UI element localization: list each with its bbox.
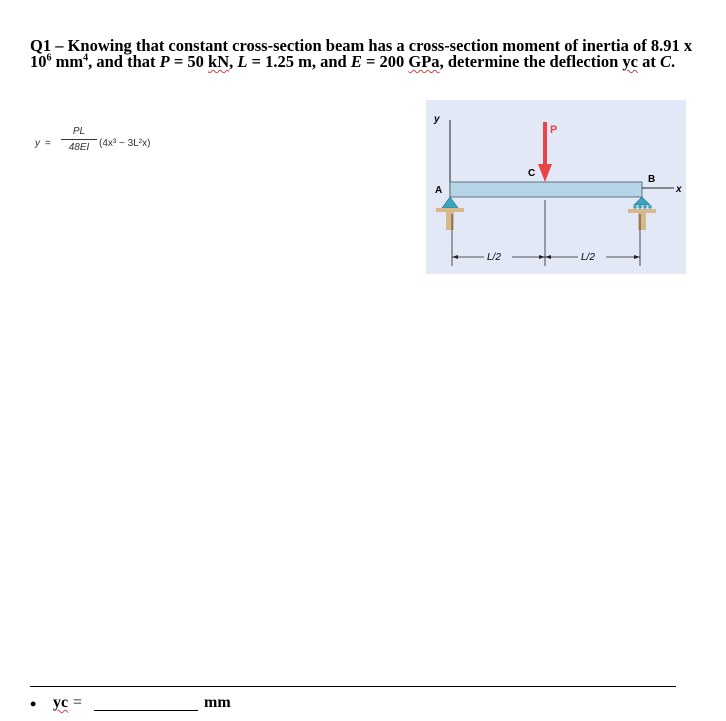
roller-4 <box>648 205 652 209</box>
dim-label-left: L/2 <box>487 252 501 263</box>
var-p: P <box>159 52 170 71</box>
answer-label: yc <box>53 694 69 711</box>
question-text <box>30 38 710 70</box>
question-intro: Q1 – Knowing that constant cross-section beam has a cross-section moment of inertia of 8.91 x 10 <box>30 36 693 71</box>
ground-a-post <box>446 212 454 230</box>
p-unit: kN <box>208 52 230 71</box>
question-end: . <box>670 52 676 71</box>
point-b-label: B <box>648 174 656 185</box>
ground-b-post <box>638 213 646 230</box>
point-c-label: C <box>528 168 536 179</box>
roller-1 <box>633 205 637 209</box>
formula-fraction <box>61 126 97 153</box>
formula-polynomial: (4x³ − 3L²x) <box>99 138 151 149</box>
exponent-six: 6 <box>46 52 52 64</box>
question-joiner: , and that <box>88 52 160 71</box>
answer-unit: mm <box>204 694 231 711</box>
beam <box>450 182 642 197</box>
beam-figure <box>426 100 686 274</box>
load-arrow-shaft <box>543 122 547 166</box>
ground-a <box>436 208 464 212</box>
formula-numerator: PL <box>72 126 86 137</box>
dim-label-right: L/2 <box>581 252 595 263</box>
exponent-four: 4 <box>83 52 89 64</box>
var-l: L <box>237 52 248 71</box>
fraction-bar <box>61 139 97 140</box>
y-axis-label: y <box>434 114 440 125</box>
var-e: E <box>350 52 362 71</box>
e-unit: GPa <box>408 52 440 71</box>
answer-bullet: • <box>30 694 37 714</box>
answer-equals: = <box>73 694 83 711</box>
var-yc: yc <box>622 52 638 71</box>
e-value: = 200 <box>361 52 409 71</box>
formula-denominator: 48EI <box>68 142 90 153</box>
question-at: at <box>637 52 660 71</box>
var-c: C <box>659 52 671 71</box>
l-value: = 1.25 m, and <box>247 52 351 71</box>
load-label: P <box>550 124 558 136</box>
ground-b <box>628 209 656 213</box>
answer-divider <box>30 686 676 687</box>
separator: , <box>229 52 238 71</box>
point-a-label: A <box>435 185 443 196</box>
roller-3 <box>643 205 647 209</box>
formula-y: y <box>35 138 40 149</box>
roller-2 <box>638 205 642 209</box>
answer-blank[interactable] <box>94 710 198 711</box>
p-value: = 50 <box>169 52 209 71</box>
question-ask: , determine the deflection <box>439 52 623 71</box>
unit-mm: mm <box>51 52 84 71</box>
x-axis-label: x <box>676 184 682 195</box>
formula-equals: = <box>45 138 51 149</box>
